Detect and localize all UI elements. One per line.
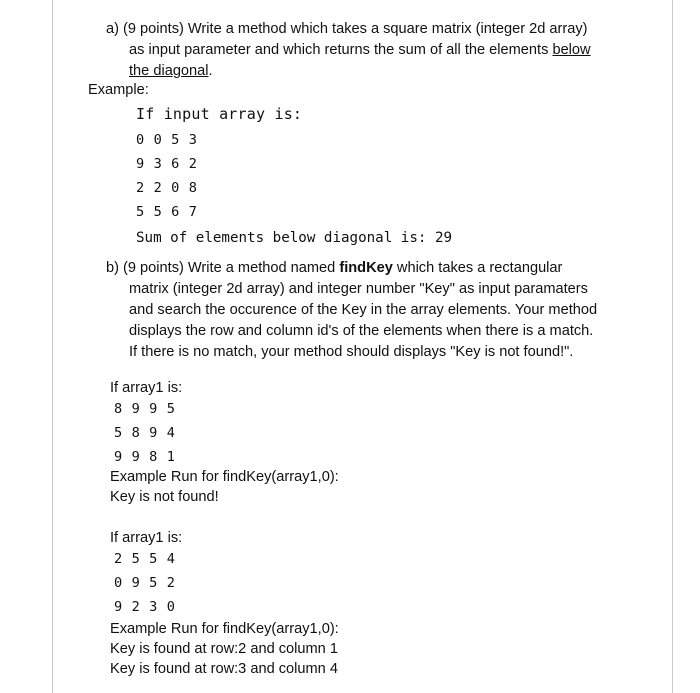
matrix-row-2: 9 3 6 2 bbox=[136, 156, 198, 172]
part-a-underlined-diagonal: the diagonal bbox=[129, 63, 209, 79]
part-a-underlined-below: below bbox=[552, 42, 591, 58]
input-heading: If input array is: bbox=[136, 105, 303, 123]
part-a-line-3-suffix: . bbox=[208, 63, 213, 79]
part-b-line-1-prefix: b) (9 points) Write a method named bbox=[106, 260, 340, 276]
example-2-heading: If array1 is: bbox=[110, 530, 183, 546]
example-2-output-2: Key is found at row:3 and column 4 bbox=[110, 661, 338, 677]
part-a-line-2-text: as input parameter and which returns the sum of all the elements bbox=[129, 42, 553, 58]
example-2-run-label: Example Run for findKey(array1,0): bbox=[110, 621, 339, 637]
matrix-row-1: 0 0 5 3 bbox=[136, 132, 198, 148]
example-2-row-3: 9 2 3 0 bbox=[114, 599, 176, 615]
part-b-method-name: findKey bbox=[339, 260, 393, 276]
part-b-line-1-suffix: which takes a rectangular bbox=[392, 260, 563, 276]
example-1-heading: If array1 is: bbox=[110, 380, 183, 396]
page-border-right bbox=[672, 0, 673, 693]
example-1-row-3: 9 9 8 1 bbox=[114, 449, 176, 465]
example-1-row-2: 5 8 9 4 bbox=[114, 425, 176, 441]
example-1-output-1: Key is not found! bbox=[110, 489, 219, 505]
part-a-line-2 bbox=[129, 40, 591, 60]
matrix-row-4: 5 5 6 7 bbox=[136, 204, 198, 220]
part-b-line-1 bbox=[106, 258, 562, 278]
part-b-line-3: and search the occurence of the Key in the array elements. Your method bbox=[129, 302, 598, 318]
sum-result: Sum of elements below diagonal is: 29 bbox=[136, 230, 453, 246]
page-border-left bbox=[52, 0, 53, 693]
example-1-run-label: Example Run for findKey(array1,0): bbox=[110, 469, 339, 485]
part-b-line-4: displays the row and column id's of the elements when there is a match. bbox=[129, 323, 594, 339]
part-a-line-3 bbox=[129, 61, 213, 81]
example-2-row-2: 0 9 5 2 bbox=[114, 575, 176, 591]
part-b-line-2: matrix (integer 2d array) and integer number "Key" as input paramaters bbox=[129, 281, 588, 297]
example-label: Example: bbox=[88, 82, 149, 98]
part-b-line-5: If there is no match, your method should displays "Key is not found!". bbox=[129, 344, 574, 360]
part-a-line-1: a) (9 points) Write a method which takes a square matrix (integer 2d array) bbox=[106, 21, 588, 37]
example-2-row-1: 2 5 5 4 bbox=[114, 551, 176, 567]
example-2-output-1: Key is found at row:2 and column 1 bbox=[110, 641, 338, 657]
matrix-row-3: 2 2 0 8 bbox=[136, 180, 198, 196]
example-1-row-1: 8 9 9 5 bbox=[114, 401, 176, 417]
